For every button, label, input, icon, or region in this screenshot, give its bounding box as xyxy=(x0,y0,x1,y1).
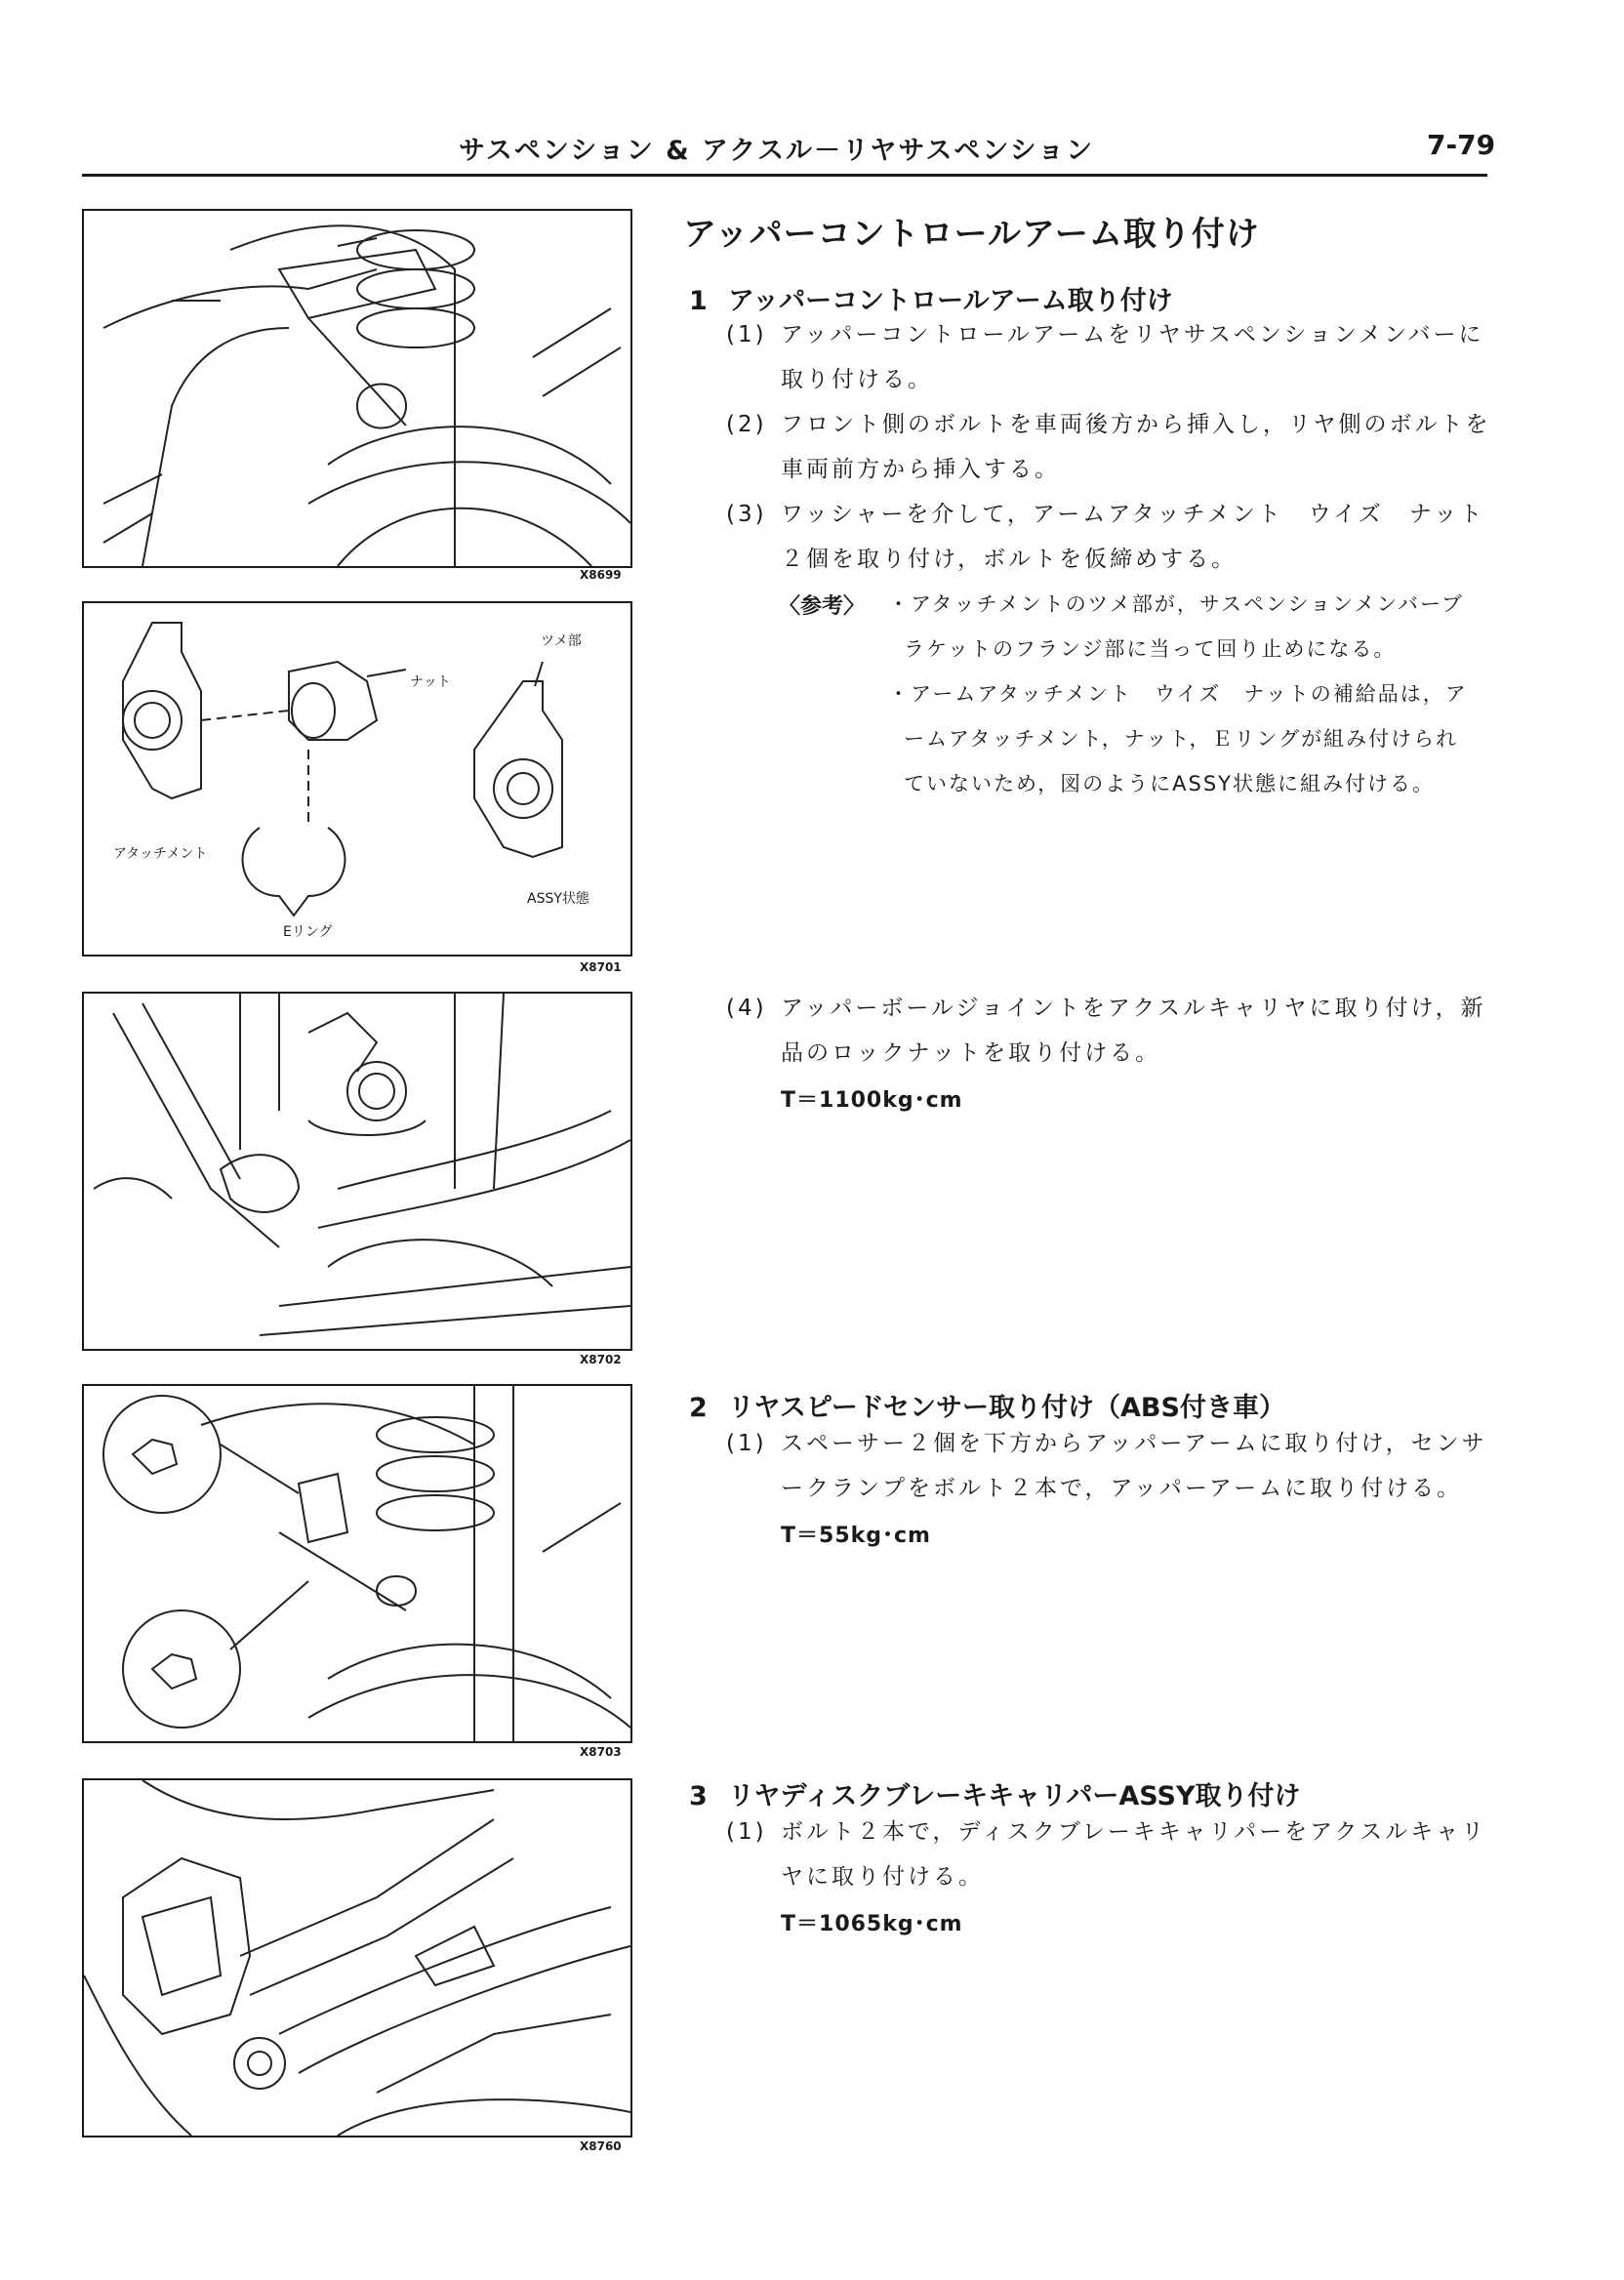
step-text: ２個を取り付け，ボルトを仮締めする。 xyxy=(781,547,1238,572)
label-e-ring: Eリング xyxy=(283,924,333,940)
label-claw: ツメ部 xyxy=(541,633,582,649)
label-attachment: アタッチメント xyxy=(113,846,208,862)
section-number: 2 xyxy=(689,1393,708,1423)
section-title: リヤスピードセンサー取り付け（ABS付き車） xyxy=(728,1393,1285,1423)
step-number: (1) xyxy=(726,322,767,347)
step-text: スペーサー２個を下方からアッパーアームに取り付け，センサ xyxy=(781,1431,1487,1456)
step-number: (3) xyxy=(726,502,767,527)
step-text: ークランプをボルト２本で，アッパーアームに取り付ける。 xyxy=(781,1476,1463,1501)
figure-ball-joint xyxy=(82,992,632,1351)
step-number: (4) xyxy=(726,996,767,1021)
note-text: ていないため，図のようにASSY状態に組み付ける。 xyxy=(904,772,1436,795)
step-text: ボルト２本で，ディスクブレーキキャリパーをアクスルキャリ xyxy=(781,1819,1487,1845)
figure-speed-sensor xyxy=(82,1384,632,1743)
note-text: ームアタッチメント，ナット，Ｅリングが組み付けられ xyxy=(904,727,1459,751)
section-title: アッパーコントロールアーム取り付け xyxy=(728,286,1173,316)
section-title: リヤディスクブレーキキャリパーASSY取り付け xyxy=(728,1781,1301,1812)
step-text: アッパーボールジョイントをアクスルキャリヤに取り付け，新 xyxy=(781,996,1486,1021)
note-text: ラケットのフランジ部に当って回り止めになる。 xyxy=(904,637,1397,661)
torque-value: T＝55kg･cm xyxy=(781,1524,931,1548)
figure-brake-caliper xyxy=(82,1778,632,2138)
header-rule xyxy=(82,174,1487,177)
step-number: (1) xyxy=(726,1819,767,1845)
torque-value: T＝1100kg･cm xyxy=(781,1088,963,1113)
step-number: (2) xyxy=(726,412,767,437)
page-number: 7-79 xyxy=(1427,129,1496,161)
figure-code: X8699 xyxy=(580,568,622,582)
header-title: サスペンション & アクスル－リヤサスペンション xyxy=(459,136,1095,166)
section-number: 1 xyxy=(689,286,708,316)
step-text: フロント側のボルトを車両後方から挿入し，リヤ側のボルトを xyxy=(781,412,1491,437)
step-text: アッパーコントロールアームをリヤサスペンションメンバーに xyxy=(781,322,1484,347)
figure-code: X8702 xyxy=(580,1353,622,1366)
note-text: ・アタッチメントのツメ部が，サスペンションメンバーブ xyxy=(888,592,1464,616)
torque-value: T＝1065kg･cm xyxy=(781,1912,963,1936)
label-assy: ASSY状態 xyxy=(527,891,589,907)
page-title: アッパーコントロールアーム取り付け xyxy=(683,215,1260,254)
step-text: 取り付ける。 xyxy=(781,367,933,392)
step-number: (1) xyxy=(726,1431,767,1456)
figure-code: X8760 xyxy=(580,2139,622,2153)
step-text: ヤに取り付ける。 xyxy=(781,1864,984,1890)
figure-code: X8701 xyxy=(580,960,622,974)
figure-upper-arm xyxy=(82,209,632,568)
figure-code: X8703 xyxy=(580,1745,622,1759)
step-text: 品のロックナットを取り付ける。 xyxy=(781,1040,1161,1066)
label-nut: ナット xyxy=(410,674,451,690)
section-3-heading xyxy=(689,1774,1301,1812)
step-text: ワッシャーを介して，アームアタッチメント ウイズ ナット xyxy=(781,502,1485,527)
note-text: ・アームアタッチメント ウイズ ナットの補給品は，ア xyxy=(888,682,1468,706)
section-number: 3 xyxy=(689,1781,708,1812)
note-heading: 〈参考〉 xyxy=(779,594,866,619)
step-text: 車両前方から挿入する。 xyxy=(781,457,1060,482)
section-2-heading xyxy=(689,1386,1285,1424)
